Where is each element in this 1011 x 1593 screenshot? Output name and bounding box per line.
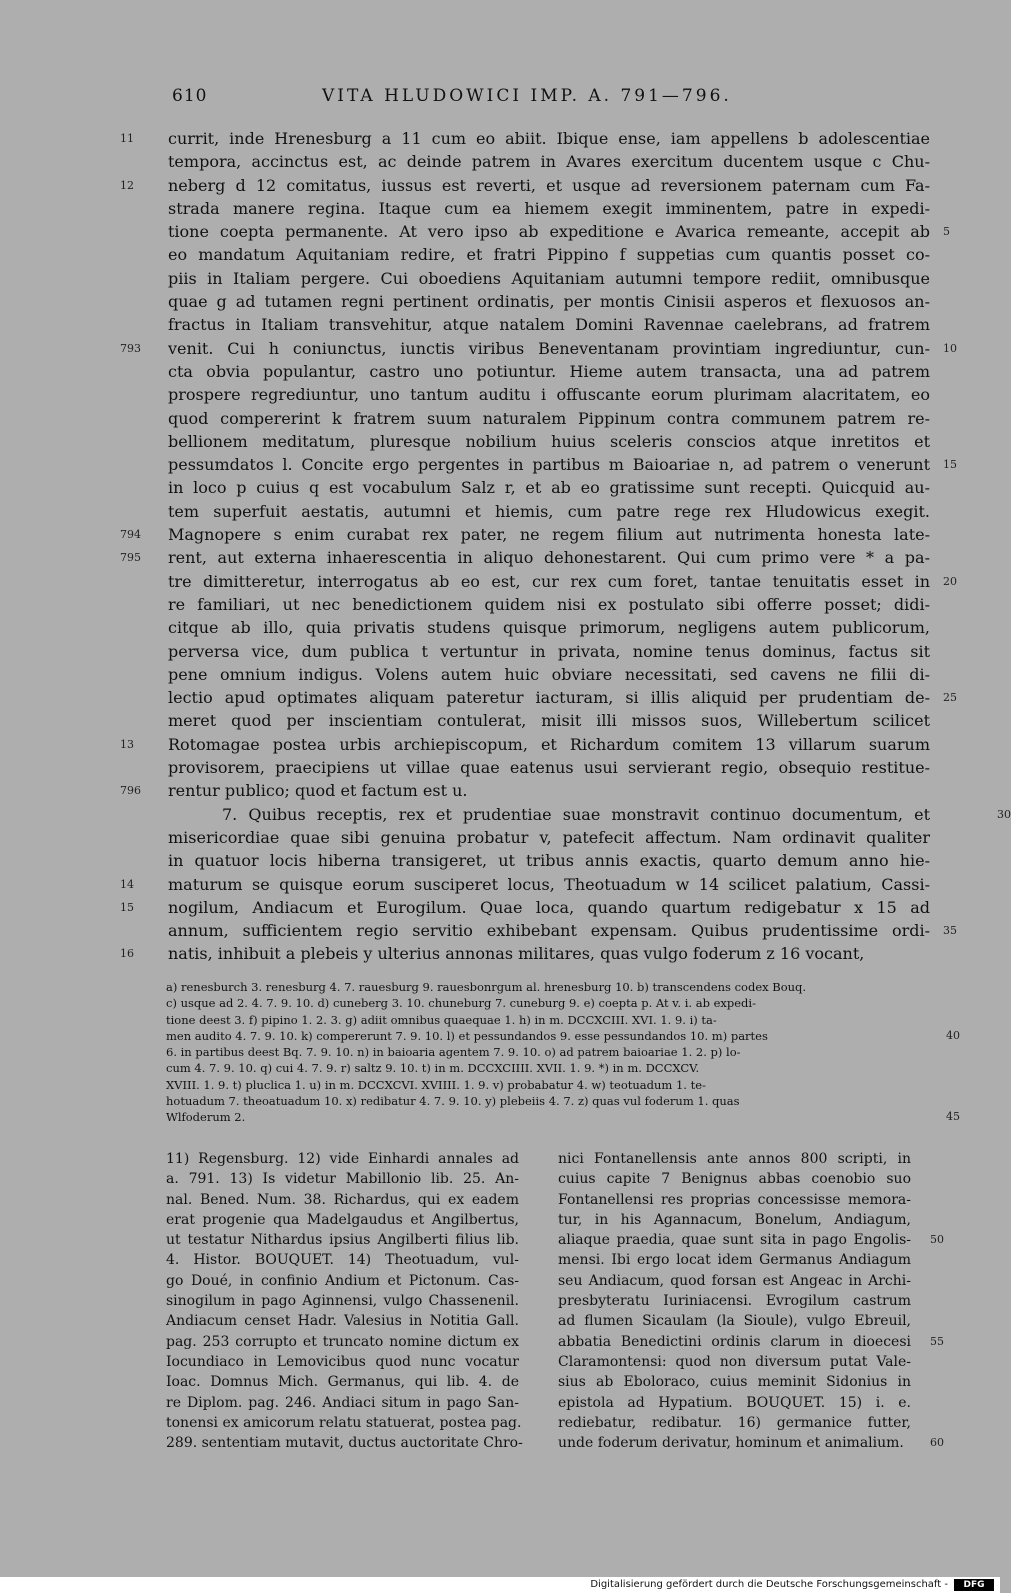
- margin-line-number: 55: [930, 1334, 944, 1348]
- footnote-line: [558, 1169, 911, 1189]
- text-line-text: in loco p cuius q est vocabulum Salz r, et ab eo gratissime sunt recepti. Quicquid au-: [168, 478, 930, 498]
- text-line: [168, 453, 957, 476]
- footnote-line-text: Fontanellensi res proprias concessisse memora-: [558, 1191, 911, 1208]
- text-line-text: tre dimitteretur, interrogatus ab eo est, cur rex cum foret, tantae tenuitatis esset in: [168, 571, 930, 591]
- text-line-text: in quatuor locis hiberna transigeret, ut tribus annis exactis, quarto demum anno hie-: [168, 851, 930, 871]
- text-line-text: re familiari, ut nec benedictionem quidem nisi ex postulato sibi offerre posset; didi-: [168, 594, 930, 614]
- text-line: [120, 523, 930, 546]
- text-line: [168, 756, 930, 779]
- margin-line-number: 50: [930, 1233, 944, 1247]
- text-line: [168, 383, 930, 406]
- text-line: [168, 640, 930, 663]
- margin-number-left: 14: [120, 877, 134, 891]
- text-line: [120, 127, 930, 150]
- footnotes-right-column: [558, 1149, 944, 1453]
- variant-note-line: [166, 1093, 932, 1109]
- margin-number-left: 794: [120, 528, 141, 542]
- text-line: [168, 593, 930, 616]
- footnote-line-text: 11) Regensburg. 12) vide Einhardi annales ad: [166, 1151, 519, 1167]
- text-line-text: meret quod per inscientiam contulerat, misit illi missos suos, Willebertum scilicet: [168, 711, 930, 731]
- footnote-line-text: re Diplom. pag. 246. Andiaci situm in pago San-: [166, 1394, 519, 1411]
- text-line: [168, 663, 930, 686]
- text-line: [120, 873, 930, 896]
- variant-note-line: [166, 1012, 932, 1028]
- footnote-line-text: seu Andiacum, quod forsan est Angeac in Archi-: [558, 1272, 911, 1289]
- footnote-line-text: Andiacum censet Hadr. Valesius in Notitia Gall.: [166, 1313, 519, 1330]
- text-line-text: prospere regrediuntur, uno tantum auditu i offuscante eorum plurimam alacritatem, eo: [168, 385, 930, 405]
- variant-note-line: [166, 995, 932, 1011]
- text-line: [168, 616, 930, 639]
- footnote-line-text: aliaque praedia, quae sunt sita in pago Engolis-: [558, 1232, 911, 1249]
- footnote-line-text: erat progenie qua Madelgaudus et Angilbertus,: [166, 1211, 519, 1228]
- text-line: [168, 197, 930, 220]
- variant-note-line: [166, 1028, 960, 1044]
- footnote-line: [558, 1393, 911, 1413]
- page-header: [0, 86, 1000, 116]
- text-line-text: pessumdatos l. Concite ergo pergentes in partibus m Baioariae n, ad patrem o venerunt: [168, 455, 930, 475]
- text-line-text: maturum se quisque eorum susciperet locus, Theotuadum w 14 scilicet palatium, Cassi-: [168, 874, 930, 894]
- text-line: [120, 733, 930, 756]
- footnote-line: [558, 1433, 944, 1453]
- variant-note-line-text: 6. in partibus deest Bq. 7. 9. 10. n) in baioaria agentem 7. 9. 10. o) ad patrem baioariae 1. 2. p) lo-: [166, 1045, 741, 1060]
- variant-note-line-text: tione deest 3. f) pipino 1. 2. 3. g) adiit omnibus quaequae 1. h) in m. DCCXCIII. XVI. 1. 9. i) ta-: [166, 1012, 717, 1027]
- footnote-line: [558, 1149, 911, 1169]
- text-line: [168, 290, 930, 313]
- text-line: [168, 500, 930, 523]
- footnote-line-text: Claramontensi: quod non diversum putat Vale-: [558, 1353, 911, 1370]
- margin-line-number: 10: [943, 341, 957, 355]
- margin-number-left: 13: [120, 737, 134, 751]
- text-line: [120, 546, 930, 569]
- variant-notes: [166, 979, 960, 1126]
- text-line: [168, 313, 930, 336]
- footnote-line: [558, 1271, 911, 1291]
- text-line-text: venit. Cui h coniunctus, iunctis viribus Beneventanam provintiam ingrediuntur, cun-: [168, 338, 930, 358]
- text-line-text: tione coepta permanente. At vero ipso ab expeditione e Avarica remeante, accepit ab: [168, 222, 930, 242]
- footnote-line-text: 4. Histor. BOUQUET. 14) Theotuadum, vul-: [166, 1252, 519, 1269]
- text-line: [168, 686, 957, 709]
- text-line-text: piis in Italiam pergere. Cui oboediens Aquitaniam autumni tempore rediit, omnibusque: [168, 268, 930, 288]
- footnote-line: [166, 1433, 523, 1453]
- text-line-text: pene omnium indigus. Volens autem huic obviare necessitati, sed cavens ne filii di-: [168, 664, 930, 684]
- text-line-text: cta obvia populantur, castro uno potiuntur. Hieme autem transacta, una ad patrem: [168, 361, 930, 381]
- text-line-text: nogilum, Andiacum et Eurogilum. Quae loca, quando quartum redigebatur x 15 ad: [168, 897, 930, 917]
- text-line: [168, 220, 950, 243]
- text-line-text: eo mandatum Aquitaniam redire, et fratri Pippino f suppetias cum quantis posset co-: [168, 245, 930, 265]
- margin-line-number: 5: [943, 225, 950, 239]
- margin-number-left: 796: [120, 784, 141, 798]
- text-line-text: misericordiae quae sibi genuina probatur v, patefecit affectum. Nam ordinavit qualiter: [168, 827, 930, 847]
- footnote-line: [558, 1230, 944, 1250]
- variant-note-line-text: men audito 4. 7. 9. 10. k) compererunt 7. 9. 10. l) et pessundandos 9. esse pessundandos 10. m) partes: [166, 1028, 768, 1043]
- footnote-line: [166, 1352, 519, 1372]
- text-line: [168, 826, 930, 849]
- text-line-text: strada manere regina. Itaque cum ea hiemem exegit imminentem, patre in expedi-: [168, 198, 930, 218]
- margin-line-number: 60: [930, 1436, 944, 1450]
- footnote-line: [166, 1250, 519, 1270]
- footnote-line-text: sinogilum in pago Aginnensi, vulgo Chassenenil.: [166, 1293, 519, 1310]
- text-line: [168, 267, 930, 290]
- footnote-line-text: a. 791. 13) Is videtur Mabillonio lib. 25. An-: [166, 1171, 519, 1188]
- margin-number-left: 16: [120, 947, 134, 961]
- text-line: [168, 243, 930, 266]
- text-line: [120, 942, 930, 965]
- footnote-line-text: Iocundiaco in Lemovicibus quod nunc vocatur: [166, 1353, 519, 1370]
- text-line: [120, 174, 930, 197]
- text-line-text: Rotomagae postea urbis archiepiscopum, et Richardum comitem 13 villarum suarum: [168, 734, 930, 754]
- variant-note-line-text: cum 4. 7. 9. 10. q) cui 4. 7. 9. r) saltz 9. 10. t) in m. DCCXCIIII. XVII. 1. 9. *) in m. DCCXCV.: [166, 1061, 700, 1076]
- paragraph-7: [120, 803, 1011, 966]
- footnote-line: [166, 1190, 519, 1210]
- dfg-logo: DFG: [954, 1579, 994, 1591]
- footnote-line: [166, 1291, 519, 1311]
- footnote-line: [558, 1190, 911, 1210]
- variant-note-line-text: c) usque ad 2. 4. 7. 9. 10. d) cuneberg 3. 10. chuneburg 7. cuneburg 9. e) coepta p. At v. i. ab expedi-: [166, 996, 756, 1011]
- footnote-line: [558, 1413, 911, 1433]
- footnote-line: [558, 1332, 944, 1352]
- text-line-text: tempora, accinctus est, ac deinde patrem in Avares exercitum ducentem usque c Chu-: [168, 152, 930, 172]
- footer-bar: [0, 1577, 1000, 1593]
- footer-text: Digitalisierung gefördert durch die Deutsche Forschungsgemeinschaft -: [590, 1579, 948, 1590]
- footnote-line: [558, 1311, 911, 1331]
- footnote-line: [166, 1271, 519, 1291]
- footnotes-left-column: [166, 1149, 523, 1453]
- text-line: [168, 430, 930, 453]
- footnote-line-text: rediebatur, redibatur. 16) germanice futter,: [558, 1414, 911, 1431]
- variant-note-line: [166, 1109, 960, 1125]
- text-line: [168, 709, 930, 732]
- footnote-line: [166, 1393, 519, 1413]
- text-line-text: rent, aut externa inhaerescentia in aliquo dehonestarent. Qui cum primo vere * a pa-: [168, 548, 930, 568]
- text-line-text: provisorem, praecipiens ut villae quae eatenus usui servierant regio, obsequio restitue-: [168, 758, 930, 778]
- text-line-text: currit, inde Hrenesburg a 11 cum eo abiit. Ibique ense, iam appellens b adolescentiae: [168, 129, 930, 148]
- text-line-text: rentur publico; quod et factum est u.: [168, 781, 468, 801]
- variant-note-line-text: Wlfoderum 2.: [166, 1110, 246, 1125]
- text-line-text: fractus in Italiam transvehitur, atque natalem Domini Ravennae caelebrans, ad fratrem: [168, 315, 930, 335]
- footnote-line-text: presbyteratu Iuriniacensi. Evrogilum castrum: [558, 1293, 911, 1310]
- text-line: [168, 407, 930, 430]
- footnote-line: [558, 1250, 911, 1270]
- footnote-line-text: epistola ad Hypatium. BOUQUET. 15) i. e.: [558, 1394, 911, 1411]
- footnote-line: [166, 1311, 519, 1331]
- footnote-line-text: 289. sententiam mutavit, ductus auctoritate Chro-: [166, 1435, 523, 1452]
- text-line: [168, 360, 930, 383]
- text-line: [120, 337, 957, 360]
- footnote-line: [558, 1210, 911, 1230]
- variant-note-line-text: a) renesburch 3. renesburg 4. 7. rauesburg 9. rauesbonrgum al. hrenesburg 10. b) transcendens codex Bouq.: [166, 980, 807, 994]
- main-text: [120, 127, 1011, 966]
- text-line-text: lectio apud optimates aliquam pateretur iacturam, si illis aliquid per prudentiam de-: [168, 688, 930, 708]
- text-line: [168, 803, 1011, 826]
- footnote-line-text: unde foderum derivatur, hominum et animalium.: [558, 1435, 904, 1452]
- text-line: [120, 896, 930, 919]
- footnote-line: [558, 1352, 911, 1372]
- text-line: [168, 919, 957, 942]
- footnote-line: [166, 1169, 519, 1189]
- text-line: [168, 476, 930, 499]
- text-line-text: quae g ad tutamen regni pertinent ordinatis, per montis Cinisii asperos et flexuosos an-: [168, 292, 930, 312]
- margin-line-number: 15: [943, 458, 957, 472]
- margin-line-number: 25: [943, 691, 957, 705]
- text-line: [168, 570, 957, 593]
- running-title: VITA HLUDOWICI IMP. A. 791—796.: [322, 86, 732, 106]
- footnote-line: [166, 1413, 522, 1433]
- text-line-text: tem superfuit aestatis, autumni et hiemis, cum patre rege rex Hludowicus exegit.: [168, 501, 930, 521]
- footnote-line: [558, 1291, 911, 1311]
- margin-line-number: 30: [997, 807, 1011, 821]
- margin-line-number: 45: [946, 1110, 960, 1124]
- text-line-text: bellionem meditatum, pluresque nobilium huius sceleris conscios atque inretitos et: [168, 431, 930, 451]
- text-line: [120, 779, 930, 802]
- text-line: [168, 150, 930, 173]
- footnote-line-text: tur, in his Agannacum, Bonelum, Andiagum,: [558, 1211, 911, 1228]
- footnote-line: [166, 1230, 519, 1250]
- footnote-line-text: ad flumen Sicaulam (la Sioule), vulgo Ebreuil,: [558, 1313, 911, 1330]
- footnote-line-text: abbatia Benedictini ordinis clarum in dioecesi: [558, 1333, 911, 1350]
- footnote-line-text: nici Fontanellensis ante annos 800 scripti, in: [558, 1151, 911, 1167]
- margin-line-number: 40: [946, 1028, 960, 1042]
- variant-note-line-text: hotuadum 7. theoatuadum 10. x) redibatur 4. 7. 9. 10. y) plebeiis 4. 7. z) quas vul foderum 1. quas: [166, 1094, 740, 1109]
- variant-note-line-text: XVIII. 1. 9. t) pluclica 1. u) in m. DCCXCVI. XVIIII. 1. 9. v) probabatur 4. w) teotuadum 1. te-: [166, 1077, 706, 1092]
- margin-number-left: 15: [120, 900, 134, 914]
- margin-line-number: 20: [943, 574, 957, 588]
- text-line-text: Magnopere s enim curabat rex pater, ne regem filium aut nutrimenta honesta late-: [168, 525, 930, 545]
- footnote-line-text: pag. 253 corrupto et truncato nomine dictum ex: [166, 1333, 519, 1350]
- footnote-line: [166, 1332, 519, 1352]
- text-line-text: natis, inhibuit a plebeis y ulterius annonas militares, quas vulgo foderum z 16 vocant,: [168, 944, 865, 964]
- page-number: 610: [172, 86, 208, 106]
- text-line-text: neberg d 12 comitatus, iussus est reverti, et usque ad reversionem paternam cum Fa-: [168, 175, 930, 195]
- footnote-line: [166, 1149, 519, 1169]
- text-line-text: perversa vice, dum publica t vertuntur in privata, nomine tenus dominus, factus sit: [168, 641, 930, 661]
- variant-note-line: [166, 1044, 932, 1060]
- variant-note-line: [166, 1060, 932, 1076]
- footnote-line-text: sius ab Eboloraco, cuius meminit Sidonius in: [558, 1374, 911, 1391]
- footnote-line-text: ut testatur Nithardus ipsius Angilberti filius lib.: [166, 1232, 519, 1249]
- margin-number-left: 793: [120, 341, 141, 355]
- text-line-text: annum, sufficientem regio servitio exhibebant expensam. Quibus prudentissime ordi-: [168, 921, 930, 941]
- footnote-line-text: cuius capite 7 Benignus abbas coenobio suo: [558, 1171, 911, 1188]
- text-line-text: citque ab illo, quia privatis studens quisque primorum, negligens autem publicorum,: [168, 618, 930, 638]
- footnote-line-text: tonensi ex amicorum relatu statuerat, postea pag.: [166, 1414, 522, 1431]
- footnote-line-text: go Doué, in confinio Andium et Pictonum. Cas-: [166, 1272, 519, 1289]
- text-line-text: 7. Quibus receptis, rex et prudentiae suae monstravit continuo documentum, et: [222, 804, 930, 824]
- margin-number-left: 795: [120, 551, 141, 565]
- margin-number-left: 12: [120, 178, 134, 192]
- text-line: [168, 849, 930, 872]
- footnote-line: [558, 1372, 911, 1392]
- footnote-line-text: Ioac. Domnus Mich. Germanus, qui lib. 4. de: [166, 1374, 519, 1391]
- footnote-line: [166, 1210, 519, 1230]
- margin-line-number: 35: [943, 924, 957, 938]
- footnote-line-text: nal. Bened. Num. 38. Richardus, qui ex eadem: [166, 1191, 519, 1208]
- footnote-line: [166, 1372, 519, 1392]
- margin-number-left: 11: [120, 132, 134, 145]
- text-line-text: quod compererint k fratrem suum naturalem Pippinum contra communem patrem re-: [168, 408, 930, 428]
- variant-note-line: [166, 979, 932, 995]
- footnote-line-text: mensi. Ibi ergo locat idem Germanus Andiagum: [558, 1252, 911, 1269]
- variant-note-line: [166, 1077, 932, 1093]
